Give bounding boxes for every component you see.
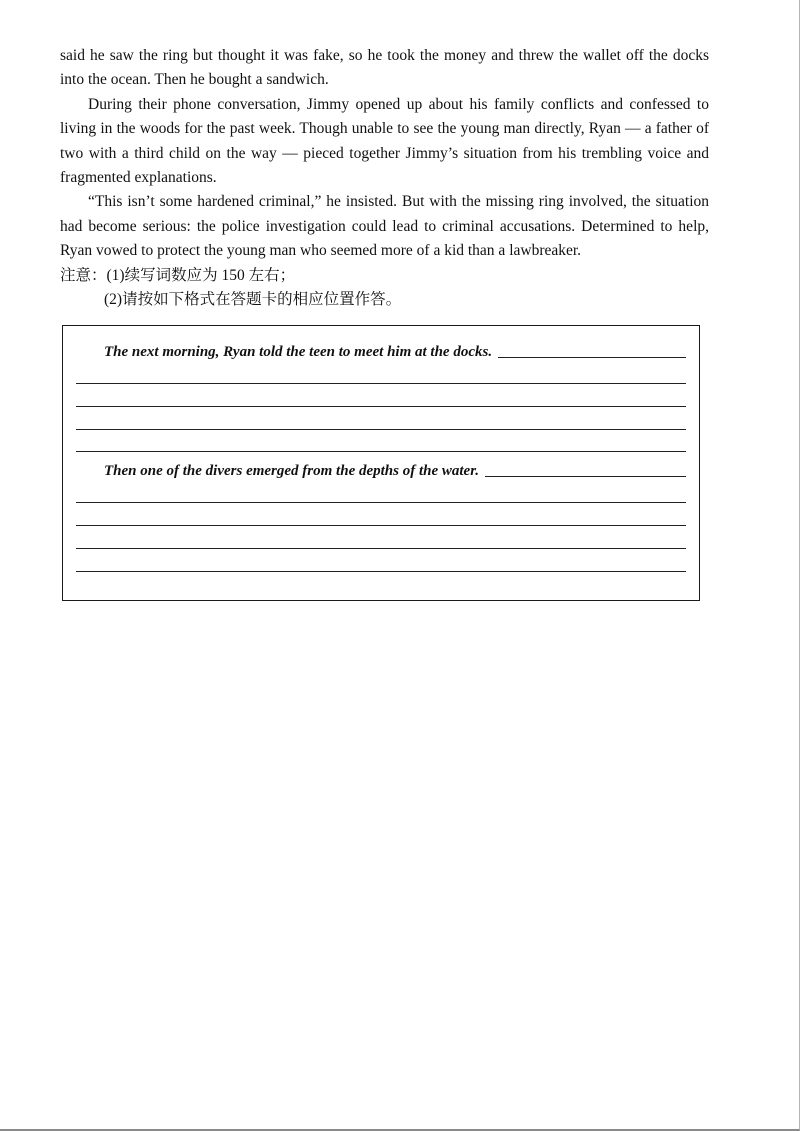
answer-prompt-text: The next morning, Ryan told the teen to meet him at the docks. [104, 344, 493, 361]
blank-writing-line [76, 430, 686, 453]
paragraph: During their phone conversation, Jimmy opened up about his family conflicts and confessed to living in the woods for the past week. Though unable to see the young man directly, Ryan — a father of two with a third child on the way — pieced together Jimmy’s situation from his trembling voice and fragmented explanations. [60, 95, 709, 187]
blank-writing-line [76, 384, 686, 407]
answer-prompt-row [76, 335, 686, 361]
notes-line-1: 注意：(1)续写词数应为 150 左右； [60, 266, 296, 284]
blank-writing-line [76, 480, 686, 503]
blank-writing-line [76, 526, 686, 549]
blank-writing-line [76, 407, 686, 430]
blank-writing-line [76, 503, 686, 526]
blank-writing-line [76, 549, 686, 572]
paragraph: said he saw the ring but thought it was fake, so he took the money and threw the wallet off the docks into the ocean. Then he bought a sandwich. [60, 47, 709, 89]
answer-prompt-underline [485, 476, 686, 477]
blank-writing-line [76, 361, 686, 384]
answer-section [76, 454, 686, 571]
answer-section [76, 335, 686, 452]
paragraph: “This isn’t some hardened criminal,” he insisted. But with the missing ring involved, the situation had become serious: the police investigation could lead to criminal accusations. Determined to help, Ryan vowed to protect the young man who seemed more of a kid than a lawbreaker. [60, 193, 709, 260]
answer-prompt-text: Then one of the divers emerged from the depths of the water. [104, 463, 479, 480]
answer-prompt-row [76, 454, 686, 480]
answer-box [62, 325, 700, 600]
answer-prompt-underline [498, 357, 686, 358]
notes-line-2: (2)请按如下格式在答题卡的相应位置作答。 [104, 291, 402, 309]
